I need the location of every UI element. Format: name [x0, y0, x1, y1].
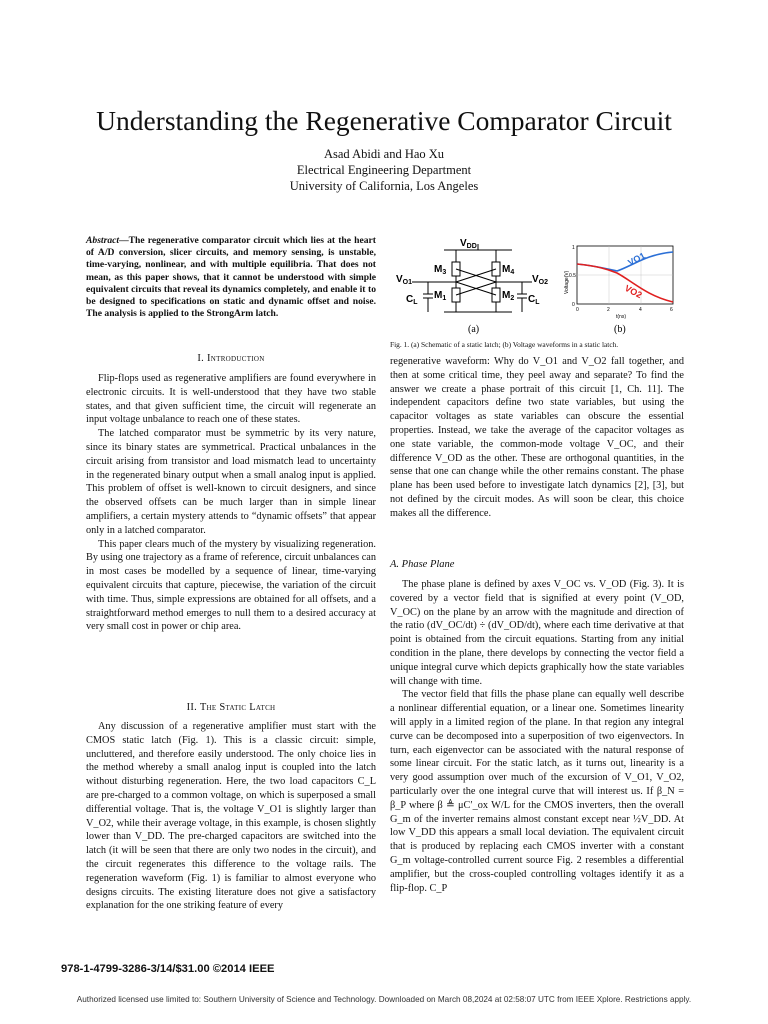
vo2-label: $V_{O2}$: [532, 274, 549, 286]
label-a: (a): [468, 324, 480, 335]
vo1-label: $V_{O1}$: [396, 274, 413, 286]
section-1-body: [86, 372, 376, 634]
abstract-text: —The regenerative comparator circuit which lies at the heart of A/D conversion, slicer circuits, and memory sensing, is unstable, time-varying, nonlinear, and with multiple equilibria. That does not mean, as this paper shows, that it cannot be understood with simple equivalent circuits that reveal its dynamics completely, and enable it to be designed to specifications on static and dynamic offset and noise. The analysis is applied to the StrongArm latch.: [86, 235, 376, 320]
vdd-label: $V_{DD}$: [460, 238, 477, 250]
affiliation-dept: Electrical Engineering Department: [296, 163, 472, 177]
cl-left-label: $C_L$: [406, 294, 418, 306]
figure-1: [392, 236, 686, 336]
section-2-title: II. The Static Latch: [186, 702, 276, 713]
y-tick: 0.5: [569, 273, 576, 279]
y-tick: 1: [572, 245, 575, 251]
abstract: [86, 235, 376, 320]
x-tick: 0: [576, 307, 579, 313]
right-column-body: [390, 355, 684, 521]
affiliation-univ: University of California, Los Angeles: [289, 179, 479, 193]
x-tick: 4: [639, 307, 642, 313]
m4-label: $M_4$: [502, 264, 515, 276]
authors: Asad Abidi and Hao Xu: [323, 147, 445, 161]
isbn-line: 978-1-4799-3286-3/14/$31.00 ©2014 IEEE: [61, 963, 275, 975]
paragraph: The vector field that fills the phase plane can equally well describe a nonlinear differential equation, or a linear one. Sometimes linearity will apply in a limited region of the plane. In that region any integral curve can be decomposed into a superposition of two eigenvectors. In turn, each eigenvector can be associated with the natural response of some linear circuit. For the static latch, as it turns out, linearity is a very good assumption over much of the excursion of V_O1, V_O2, particularly over the one integral curve that will interest us. If β_N = β_P where β ≜ μC′_ox W/L for the CMOS inverters, then the overall G_m of the inverter remains almost constant except near ½V_DD. At low V_DD this appears a small local deviation. The equivalent circuit that is produced by replacing each CMOS inverter with a constant G_m voltage-controlled current source Fig. 2 resembles a differential amplifier, but the cross-coupled controlling voltages identify it as a flip-flop. C_P: [390, 689, 684, 894]
license-footer: Authorized licensed use limited to: Southern University of Science and Technology. Downloaded on March 08,2024 at 02:58:07 UTC from IEEE Xplore. Restrictions apply.: [76, 995, 692, 1004]
section-2-body: [86, 720, 376, 913]
paragraph: regenerative waveform: Why do V_O1 and V_O2 fall together, and then at some critical time, they peel away and separate? To find the answer we create a phase portrait of this circuit [1, Ch. 11]. The independent capacitors define two state variables, but using the capacitor voltages as state variables can obscure the essential properties. Instead, we take the average of the capacitor voltages as one state variable, the common-mode voltage V_OC, and their difference V_OD as the other. These are orthogonal quantities, in the sense that one can change while the other remains constant. The phase plane has been used before to investigate latch dynamics [2], [3], but not defined by the circuit modes. As will soon be clear, this choice makes all the difference.: [390, 356, 684, 519]
cl-right-label: $C_L$: [528, 294, 540, 306]
figure-caption: Fig. 1. (a) Schematic of a static latch; (b) Voltage waveforms in a static latch.: [390, 340, 619, 349]
x-tick: 6: [670, 307, 673, 313]
paragraph: The latched comparator must be symmetric by its very nature, since its binary states are symmetrical. Practical unbalances in the circuit arising from transistor and load mismatch lead to uncertainty in the regenerated binary output when a small analog input is applied. This problem of offset is well-known to circuit designers, and since the observed offsets can be much larger than in simple linear amplifiers, a certain mystery attends to “dynamic offsets” that appear only in a latched comparator.: [86, 428, 376, 536]
label-b: (b): [614, 324, 626, 335]
section-1-title: I. Introduction: [197, 353, 265, 364]
paper-title: Understanding the Regenerative Comparator Circuit: [96, 105, 672, 136]
paragraph: Flip-flops used as regenerative amplifiers are found everywhere in electronic circuits. It is well-understood that they have two stable states, and that given sufficient time, the circuit will regenerate an input voltage unbalance to reach one of these states.: [86, 373, 376, 426]
author-block: [0, 146, 768, 194]
paragraph: This paper clears much of the mystery by visualizing regeneration. By using one trajectory as a frame of reference, circuit unbalances can in most cases be modelled by a sequence of linear, time-varying equivalent circuits that capture, piecewise, the variation of the circuit with time. Thus, simple expressions are obtained for all offsets, and a straightforward method emerges to null them to a desired accuracy at very small cost in power or chip area.: [86, 538, 376, 633]
vo2-curve-label: VO2: [623, 282, 644, 301]
waveform-plot: [564, 245, 673, 320]
vo1-curve-label: VO1: [626, 250, 647, 268]
m3-label: $M_3$: [434, 264, 447, 276]
m1-label: $M_1$: [434, 290, 447, 302]
paragraph: Any discussion of a regenerative amplifier must start with the CMOS static latch (Fig. 1). This is a classic circuit: simple, uncluttered, and therefore easily understood. The only choice lies in the method whereby a small analog input is coupled into the latch without disturbing regeneration. Here, the two load capacitors C_L are pre-charged to a common voltage, on which is superposed a small differential voltage. That is, the voltage V_O1 is slightly larger than V_O2, while their average voltage, in this example, is chosen slightly lower than V_DD. The pre-charged capacitors are switched into the latch (it will be seen that there are only two nodes in the circuit), and the circuit regenerates this difference to the voltage rails. The regeneration waveform (Fig. 1) is familiar to almost everyone who designs circuits. The existing literature does not give a satisfactory explanation for the one striking feature of every: [86, 721, 376, 912]
y-axis-label: Voltage(V): [564, 270, 570, 294]
x-tick: 2: [607, 307, 610, 313]
subsection-title: A. Phase Plane: [390, 559, 455, 570]
x-axis-label: t(ns): [616, 314, 626, 320]
phase-plane-body: [390, 578, 684, 895]
m2-label: $M_2$: [502, 290, 515, 302]
abstract-label: Abstract: [86, 235, 120, 246]
y-tick: 0: [572, 302, 575, 308]
paragraph: The phase plane is defined by axes V_OC vs. V_OD (Fig. 3). It is covered by a vector field that is signified at every point (V_OD, V_OC) on the plane by an arrow with the magnitude and direction of the ratio (dV_OC/dt) ÷ (dV_OD/dt), where each time derivative at that point is obtained from the circuit equations. Starting from any initial condition in the plane, there develops by connecting the vector field a unique integral curve which depicts graphically how the state variables will change with time.: [390, 579, 684, 687]
